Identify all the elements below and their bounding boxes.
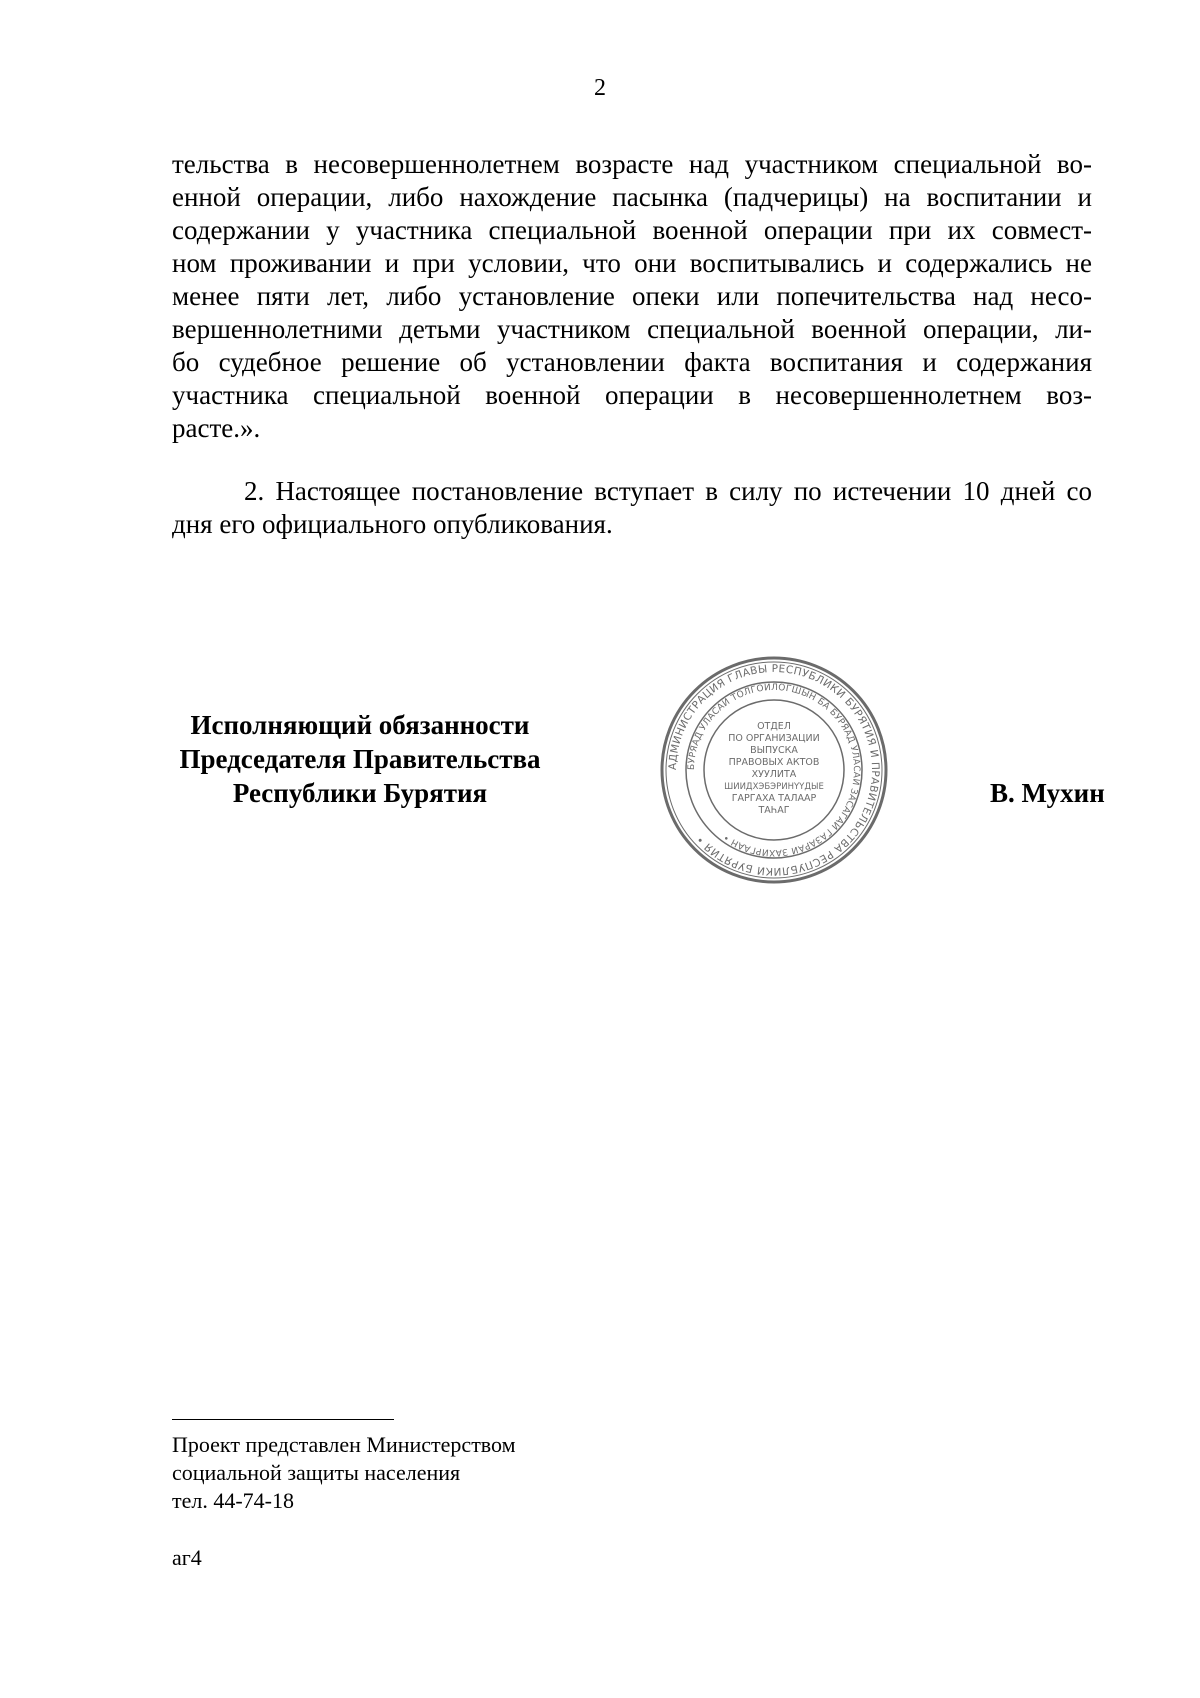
paragraph-line: тельства в несовершеннолетнем возрасте над участником специальной во- [172, 149, 1092, 179]
signatory-title-line: Республики Бурятия [232, 778, 488, 808]
footnote-submitted-by [172, 1431, 516, 1515]
seal-center-text: ВЫПУСКА [750, 745, 798, 756]
paragraph-line: менее пяти лет, либо установление опеки или попечительства над несо- [172, 281, 1092, 311]
seal-center-text: ХУУЛИТА [751, 769, 797, 780]
seal-center-text: ШИИДХЭБЭРИНҮҮДЫЕ [724, 782, 824, 792]
signatory-title [150, 708, 570, 810]
seal-center-text: ТАҺАГ [758, 805, 790, 816]
seal-outer-text: АДМИНИСТРАЦИЯ ГЛАВЫ РЕСПУБЛИКИ БУРЯТИЯ И ПРАВИТЕЛЬСТВА РЕСПУБЛИКИ БУРЯТИЯ • [666, 662, 882, 878]
paragraph-line: 2. Настоящее постановление вступает в силу по истечении 10 дней со [244, 476, 1092, 506]
footnote-line: тел. 44-74-18 [172, 1488, 295, 1513]
official-seal [659, 655, 889, 885]
signatory-title-line: Исполняющий обязанности [190, 710, 530, 740]
seal-inner-text: БУРЯАД УЛАСАЙ ТОЛГОЙЛОГШЫН БА БУРЯАД УЛАСАЙ ЗАСАГАЙ ГАЗАРАЙ ЗАХИРГААН • [686, 682, 862, 858]
seal-center-text: ПО ОРГАНИЗАЦИИ [728, 733, 820, 744]
paragraph-line: дня его официального опубликования. [172, 509, 613, 539]
paragraph-continued [172, 148, 1092, 445]
seal-center-text: ПРАВОВЫХ АКТОВ [728, 757, 820, 768]
paragraph-line: содержании у участника специальной военной операции при их совмест- [172, 215, 1092, 245]
signer-name: В. Мухин [990, 778, 1105, 808]
paragraph-line: енной операции, либо нахождение пасынка (падчерицы) на воспитании и [172, 182, 1092, 212]
footnote-divider [172, 1419, 394, 1420]
seal-center-text: ОТДЕЛ [757, 721, 791, 732]
paragraph-effective-date [172, 475, 1092, 541]
document-code: аг4 [172, 1545, 202, 1570]
footnote-line: Проект представлен Министерством [172, 1432, 516, 1457]
signatory-title-line: Председателя Правительства [179, 744, 541, 774]
paragraph-line: расте.». [172, 413, 261, 443]
page-number: 2 [594, 75, 606, 101]
paragraph-line: ном проживании и при условии, что они воспитывались и содержались не [172, 248, 1092, 278]
paragraph-line: бо судебное решение об установлении факта воспитания и содержания [172, 347, 1092, 377]
footnote-line: социальной защиты населения [172, 1460, 461, 1485]
seal-center-text: ГАРГАХА ТАЛААР [731, 793, 817, 804]
paragraph-line: вершеннолетними детьми участником специальной военной операции, ли- [172, 314, 1092, 344]
paragraph-line: участника специальной военной операции в несовершеннолетнем воз- [172, 380, 1092, 410]
